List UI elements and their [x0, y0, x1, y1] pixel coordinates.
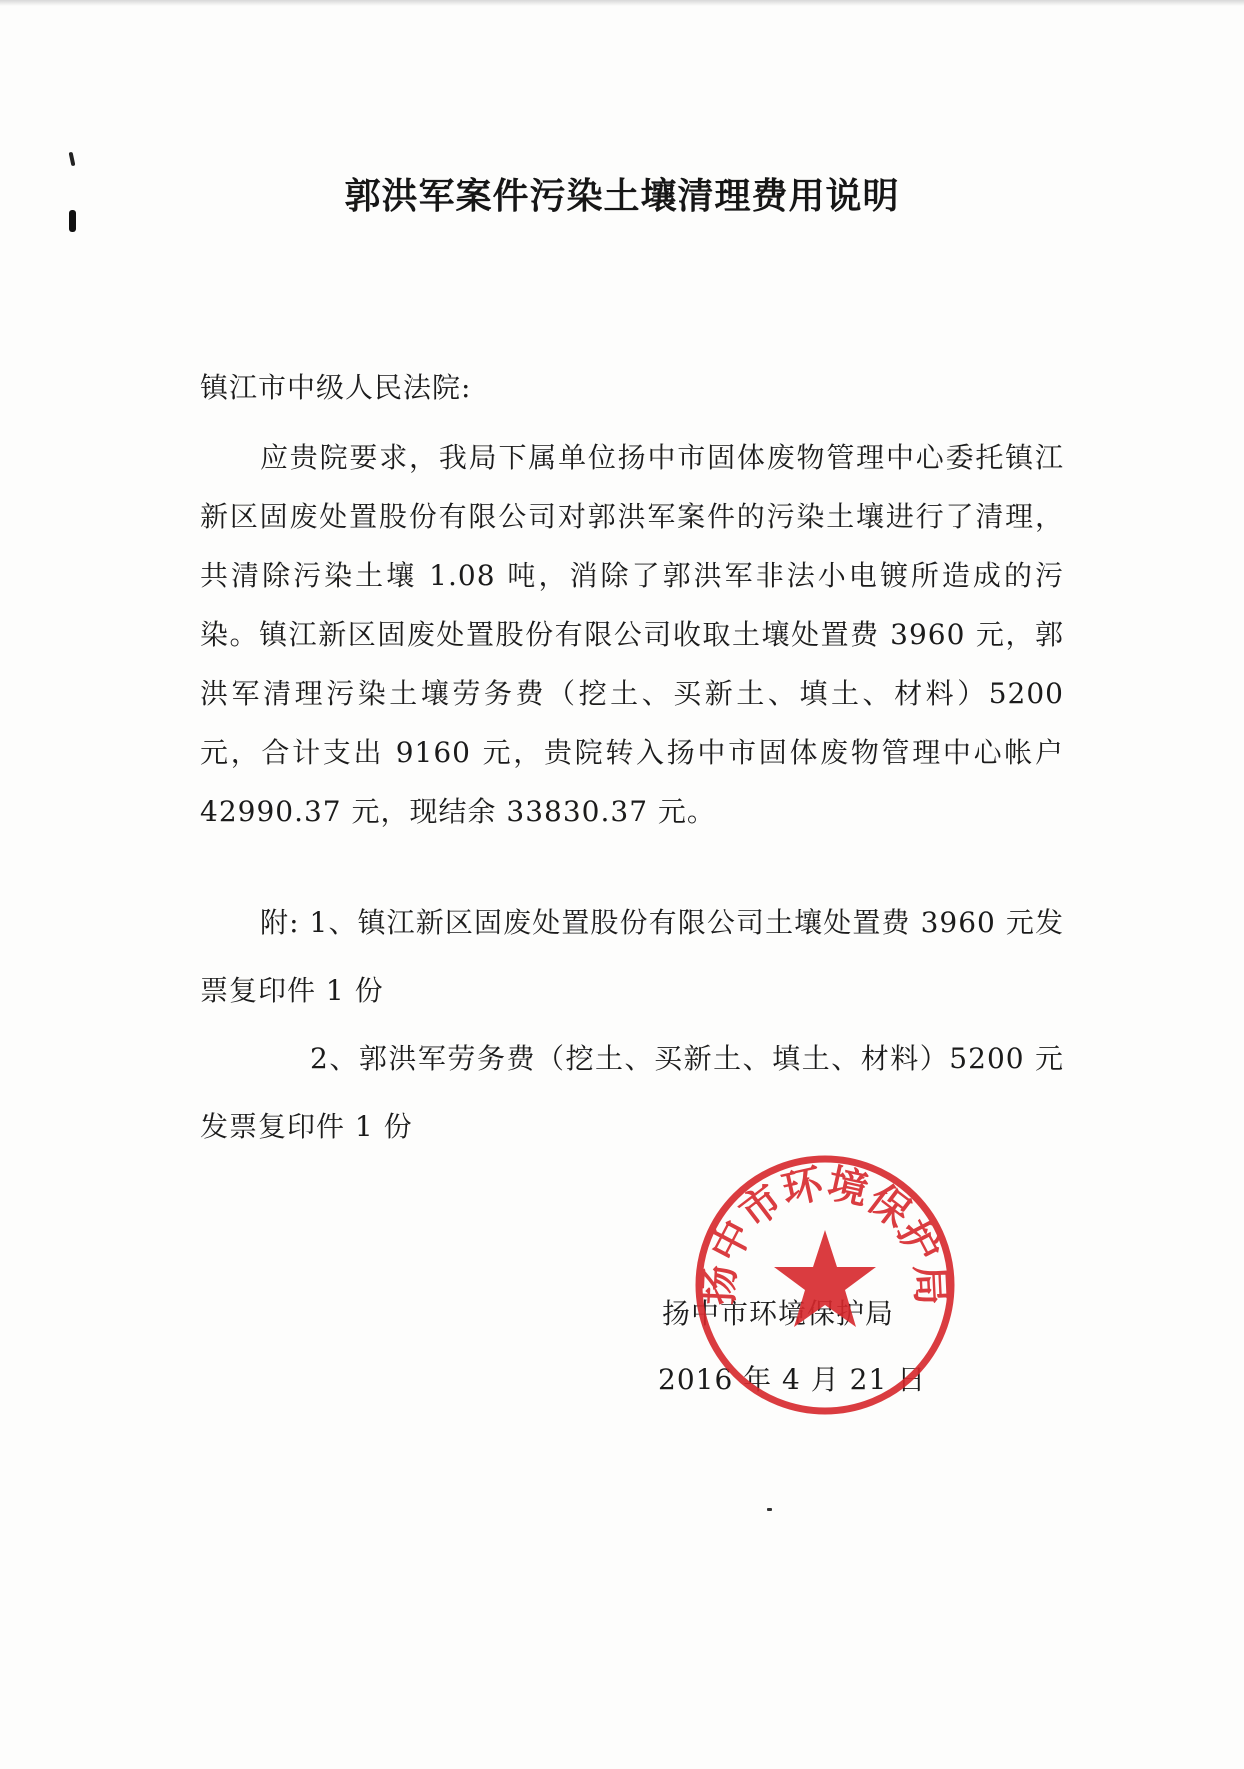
attachment-item-2: 2、郭洪军劳务费（挖土、买新土、填土、材料）5200 元发票复印件 1 份: [200, 1042, 1064, 1143]
body-paragraph: 应贵院要求，我局下属单位扬中市固体废物管理中心委托镇江新区固废处置股份有限公司对郭洪军案件的污染土壤进行了清理，共清除污染土壤 1.08 吨，消除了郭洪军非法小电镀所造成的污染。镇江新区固废处置股份有限公司收取土壤处置费 3960 元，郭洪军清理污染土壤劳务费（挖土、买新土、填土、材料）5200 元，合计支出 9160 元，贵院转入扬中市固体废物管理中心帐户 42990.37 元，现结余 33830.37 元。: [200, 441, 1064, 828]
signature-date: 2016 年 4 月 21 日: [658, 1363, 927, 1396]
salutation: 镇江市中级人民法院:: [200, 371, 472, 404]
scan-edge: [0, 0, 1244, 6]
official-seal: [690, 1150, 960, 1420]
seal-star-icon: [774, 1230, 876, 1327]
attachment-item-1: 附: 1、镇江新区固废处置股份有限公司土壤处置费 3960 元发票复印件 1 份: [200, 906, 1064, 1007]
seal-text: 扬中市环境保护局: [695, 1159, 955, 1307]
document-title: 郭洪军案件污染土壤清理费用说明: [344, 176, 900, 217]
scan-mark: [69, 152, 76, 167]
signer-organization: 扬中市环境保护局: [662, 1297, 895, 1330]
scan-speck: [767, 1508, 772, 1511]
